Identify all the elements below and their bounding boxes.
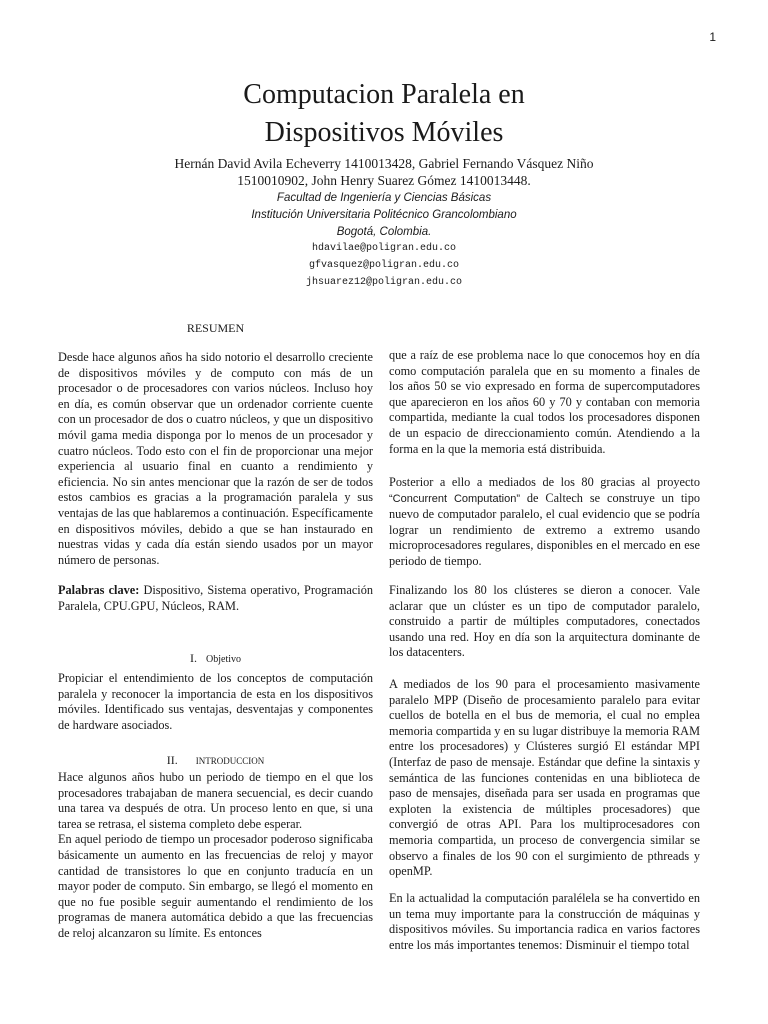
right-paragraph-1-text: que a raíz de ese problema nace lo que conocemos hoy en día como computación paralela que en su momento a finales de los años 50 se vio expresado en forma de supercomputadores que aparecieron en los años 60 y 70 y contaban con memoria compartida, mediante la cual todos los procesadores disponen de un espacio de direccionamiento común. Atendiendo a la forma en la que la memoria está distribuida. bbox=[389, 348, 700, 456]
section-objetivo-numeral: I. bbox=[190, 651, 197, 665]
project-name: “Concurrent Computation” bbox=[389, 492, 520, 505]
keywords-text: Dispositivo, Sistema operativo, Programación Paralela, CPU.GPU, Núcleos, RAM. bbox=[58, 583, 374, 613]
resumen-heading: RESUMEN bbox=[186, 321, 245, 335]
right-paragraph-4-text: A mediados de los 90 para el procesamiento masivamente paralelo MPP (Diseño de procesamiento paralelo para evitar cuellos de botella en el bus de memoria, el cual no emplea memoria compartida y en su lugar distribuye la memoria RAM entre los procesadores) y Clústeres surgió El estándar MPI (Interfaz de paso de mensaje. Estándar que define la sintaxis y semántica de las funciones contenidas en una biblioteca de paso de mensajes, diseñada para ser usada en programas que exploten la existencia de múltiples procesadores) que convergió de otras API. Para los multiprocesadores con memoria compartida, un proceso de convergencia similar se observo a finales de los 90 con el surgimiento de pthreads y openMP. bbox=[389, 677, 700, 879]
page-number: 1 bbox=[709, 30, 716, 44]
email-3[interactable]: jhsuarez12@poligran.edu.co bbox=[305, 277, 463, 288]
right-paragraph-3-text: Finalizando los 80 los clústeres se dieron a conocer. Vale aclarar que un clúster es un tipo de computador paralelo, construido a partir de múltiples computadores, conectados usando una red. Hoy en día son la arquitectura dominante de los datacenters. bbox=[389, 583, 700, 660]
right-paragraph-3 bbox=[389, 583, 700, 661]
affiliation-faculty: Facultad de Ingeniería y Ciencias Básicas bbox=[276, 192, 492, 204]
section-objetivo-title: Objetivo bbox=[206, 654, 241, 665]
authors-line-2: 1510010902, John Henry Suarez Gómez 1410013448. bbox=[237, 173, 531, 188]
resumen-text bbox=[58, 350, 373, 568]
introduccion-text bbox=[58, 770, 373, 942]
email-2[interactable]: gfvasquez@poligran.edu.co bbox=[308, 260, 460, 271]
affiliation-city: Bogotá, Colombia. bbox=[336, 226, 432, 238]
section-introduccion-title: INTRODUCCION bbox=[195, 756, 265, 766]
email-1[interactable]: hdavilae@poligran.edu.co bbox=[311, 243, 457, 254]
introduccion-paragraph-2: En aquel periodo de tiempo un procesador poderoso significaba básicamente un aumento en las frecuencias de reloj y mayor cantidad de transistores lo que en conjunto traducía en un mayor poder de computo. Sin embargo, se llegó el momento en que no fue posible seguir aumentando el rendimiento de los programas de manera automática debido a que las frecuencias de reloj alcanzaron su límite. Es entonces bbox=[58, 832, 373, 940]
introduccion-paragraph-1: Hace algunos años hubo un periodo de tiempo en el que los procesadores trabajaban de manera secuencial, es decir cuando una tarea va después de otra. Un proceso lento en que, si una tarea se retrasa, el sistema completo debe esperar. bbox=[58, 770, 373, 831]
authors-line-1: Hernán David Avila Echeverry 1410013428, Gabriel Fernando Vásquez Niño bbox=[174, 156, 594, 171]
keywords-label: Palabras clave: bbox=[58, 583, 140, 597]
keywords bbox=[58, 583, 373, 614]
objetivo-text bbox=[58, 671, 373, 733]
title-line-1: Computacion Paralela en bbox=[243, 79, 525, 110]
affiliation-institution: Institución Universitaria Politécnico Grancolombiano bbox=[251, 209, 517, 221]
right-paragraph-2 bbox=[389, 475, 700, 570]
section-objetivo-heading bbox=[58, 651, 373, 666]
section-introduccion-numeral: II. bbox=[166, 753, 178, 767]
right-paragraph-1 bbox=[389, 348, 700, 457]
keywords-paragraph bbox=[58, 583, 373, 614]
resumen-paragraph: Desde hace algunos años ha sido notorio el desarrollo creciente de dispositivos móviles y de computo con más de un procesador o de procesadores con varios núcleos. Incluso hoy en día, es común observar que un ordenador corriente cuente con un procesador de dos o cuatro núcleos, y que un dispositivo móvil gama media disponga por lo menos de un procesador y cuatro núcleos. Todo esto con el fin de proporcionar una mejor experiencia al usuario final en cuanto a rendimiento y eficiencia. No sin antes mencionar que la razón de ser de todos estos cambios es gracias a la programación paralela y sus ventajas de las que hablaremos a continuación. Específicamente en dispositivos móviles, debido a que se han instaurado en nuestras vidas y cada día están siendo usados por un mayor número de personas. bbox=[58, 350, 373, 567]
section-introduccion-heading bbox=[58, 753, 373, 768]
right-paragraph-2-after: de Caltech se construye un tipo nuevo de computador paralelo, el cual evidencio que se podría lograr un rendimiento de extremo a extremo usando microprocesadores regulares, disponibles en el mercado en ese periodo de tiempo. bbox=[389, 490, 701, 568]
objetivo-paragraph: Propiciar el entendimiento de los conceptos de computación paralela y reconocer la importancia de esta en los dispositivos móviles. Identificado sus ventajas, desventajas y componentes de hardware asociados. bbox=[58, 671, 373, 732]
right-paragraph-2-text bbox=[389, 475, 700, 570]
right-paragraph-5 bbox=[389, 891, 700, 953]
right-paragraph-5-text: En la actualidad la computación paralélela se ha convertido en un tema muy importante para la construcción de máquinas y dispositivos móviles. Su importancia radica en varios factores entre los más importantes tenemos: Disminuir el tiempo total bbox=[389, 891, 700, 952]
right-paragraph-4 bbox=[389, 677, 700, 880]
paper-title bbox=[134, 76, 634, 152]
title-line-2: Dispositivos Móviles bbox=[264, 117, 504, 148]
right-paragraph-2-before: Posterior a ello a mediados de los 80 gracias al proyecto bbox=[389, 475, 700, 489]
authors bbox=[134, 155, 634, 189]
